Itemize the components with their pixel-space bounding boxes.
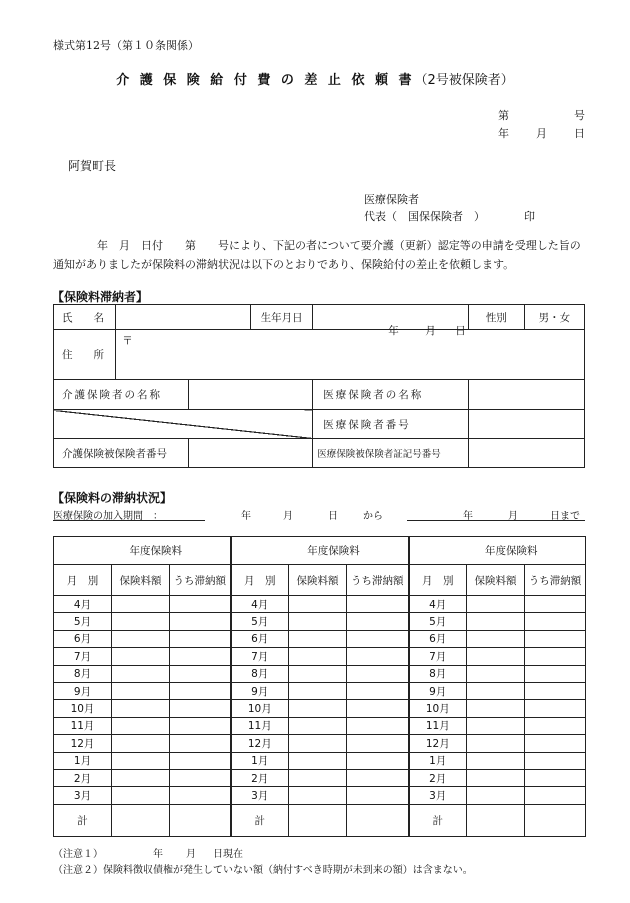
- month-cell: 11月: [231, 717, 289, 734]
- premium-amount-cell[interactable]: [289, 769, 347, 786]
- arrears-amount-cell[interactable]: [525, 752, 586, 769]
- month-cell: 10月: [409, 700, 467, 717]
- table-row: [54, 735, 586, 752]
- arrears-amount-cell[interactable]: [347, 752, 409, 769]
- premium-amount-cell[interactable]: [467, 682, 525, 699]
- arrears-amount-cell[interactable]: [525, 787, 586, 804]
- premium-amount-cell[interactable]: [467, 752, 525, 769]
- premium-amount-cell[interactable]: [467, 787, 525, 804]
- birth-month-unit: 月: [425, 325, 436, 337]
- care-insurer-name-value[interactable]: [188, 380, 312, 410]
- arrears-amount-cell[interactable]: [347, 787, 409, 804]
- arrears-amount-cell[interactable]: [347, 735, 409, 752]
- premium-amount-cell[interactable]: [289, 752, 347, 769]
- premium-amount-cell[interactable]: [467, 630, 525, 647]
- table-row: [54, 682, 586, 699]
- month-cell: 8月: [409, 665, 467, 682]
- month-cell: 11月: [409, 717, 467, 734]
- table-row: [54, 717, 586, 734]
- postal-mark: 〒: [122, 335, 133, 347]
- total-arrears-cell[interactable]: [347, 804, 409, 836]
- diagonal-blank-cell: [54, 410, 313, 439]
- arrears-amount-cell[interactable]: [525, 648, 586, 665]
- premium-amount-cell[interactable]: [112, 700, 170, 717]
- premium-amount-cell[interactable]: [467, 717, 525, 734]
- title-main: 介 護 保 険 給 付 費 の 差 止 依 頼 書: [116, 73, 415, 88]
- month-cell: 9月: [54, 682, 112, 699]
- date-year: 年: [498, 127, 509, 140]
- premium-amount-cell[interactable]: [289, 700, 347, 717]
- arrears-amount-cell[interactable]: [525, 682, 586, 699]
- arrears-amount-cell[interactable]: [347, 717, 409, 734]
- notice-text: [53, 236, 588, 274]
- arrears-amount-cell[interactable]: [347, 613, 409, 630]
- month-cell: 3月: [54, 787, 112, 804]
- doc-number-dai: 第: [498, 109, 509, 122]
- page-title: [0, 69, 630, 88]
- total-premium-cell[interactable]: [467, 804, 525, 836]
- premium-amount-cell[interactable]: [467, 648, 525, 665]
- birth-date-label: 生年月日: [251, 305, 313, 330]
- month-cell: 5月: [409, 613, 467, 630]
- month-cell: 12月: [54, 735, 112, 752]
- note1-year: 年: [153, 849, 163, 860]
- period-to-day: 日まで: [550, 511, 580, 522]
- care-insured-number-value[interactable]: [188, 439, 312, 468]
- table-row: [54, 752, 586, 769]
- premium-amount-cell[interactable]: [112, 717, 170, 734]
- note1-label: （注意１）: [53, 849, 103, 860]
- month-cell: 8月: [231, 665, 289, 682]
- form-number: 様式第12号（第１０条関係）: [53, 39, 199, 52]
- month-cell: 1月: [409, 752, 467, 769]
- arrears-amount-cell[interactable]: [347, 630, 409, 647]
- period-to-year: 年: [463, 511, 473, 522]
- premium-amount-cell[interactable]: [467, 613, 525, 630]
- table-row: [54, 648, 586, 665]
- birth-day-unit: 日: [455, 325, 466, 337]
- arrears-amount-cell[interactable]: [525, 630, 586, 647]
- note1-month: 月: [186, 849, 196, 860]
- period-from-year: 年: [241, 511, 251, 522]
- month-cell: 6月: [231, 630, 289, 647]
- section1-heading: 【保険料滞納者】: [52, 290, 149, 304]
- table-row: [54, 665, 586, 682]
- total-arrears-cell[interactable]: [170, 804, 231, 836]
- seal-mark: 印: [524, 210, 535, 223]
- month-cell: 2月: [409, 769, 467, 786]
- title-sub: （2号被保険者）: [414, 73, 514, 88]
- col-premium-header: 保険料額: [289, 565, 347, 596]
- premium-amount-cell[interactable]: [112, 613, 170, 630]
- arrears-amount-cell[interactable]: [170, 630, 231, 647]
- note2-text: （注意２）保険料徴収債権が発生していない額（納付すべき時期が未到来の額）は含まない。: [53, 865, 473, 876]
- month-cell: 9月: [231, 682, 289, 699]
- date-month: 月: [536, 127, 547, 140]
- medical-insured-card-label: 医療保険被保険者証記号番号: [313, 439, 469, 468]
- medical-insurer-name-value[interactable]: [468, 380, 584, 410]
- arrears-amount-cell[interactable]: [347, 665, 409, 682]
- table-row: [54, 787, 586, 804]
- premium-amount-cell[interactable]: [289, 613, 347, 630]
- month-cell: 5月: [231, 613, 289, 630]
- insured-person-table: [53, 304, 585, 468]
- month-cell: 11月: [54, 717, 112, 734]
- name-value[interactable]: [116, 305, 251, 330]
- total-label-cell: 計: [231, 804, 289, 836]
- year-header-2: 年度保険料: [231, 537, 409, 565]
- premium-amount-cell[interactable]: [112, 787, 170, 804]
- month-cell: 5月: [54, 613, 112, 630]
- month-cell: 6月: [409, 630, 467, 647]
- month-cell: 12月: [231, 735, 289, 752]
- care-insured-number-label: 介護保険被保険者番号: [54, 439, 189, 468]
- premium-amount-cell[interactable]: [467, 769, 525, 786]
- arrears-amount-cell[interactable]: [525, 735, 586, 752]
- sender-line2: 代表（ 国保保険者 ）: [364, 210, 485, 223]
- month-cell: 8月: [54, 665, 112, 682]
- addressee: 阿賀町長: [68, 159, 117, 173]
- care-insurer-name-label: 介護保険者の名称: [54, 380, 189, 410]
- premium-amount-cell[interactable]: [112, 648, 170, 665]
- premium-amount-cell[interactable]: [467, 596, 525, 613]
- arrears-amount-cell[interactable]: [170, 596, 231, 613]
- birth-date-value[interactable]: [313, 305, 469, 337]
- medical-insurer-number-value[interactable]: [468, 410, 584, 439]
- premium-amount-cell[interactable]: [467, 665, 525, 682]
- month-cell: 1月: [231, 752, 289, 769]
- month-cell: 1月: [54, 752, 112, 769]
- arrears-table: [53, 536, 586, 837]
- name-label: 氏 名: [54, 305, 116, 330]
- month-cell: 10月: [54, 700, 112, 717]
- medical-insured-card-value[interactable]: [468, 439, 584, 468]
- date-day: 日: [574, 127, 585, 140]
- month-cell: 7月: [231, 648, 289, 665]
- month-cell: 3月: [231, 787, 289, 804]
- arrears-amount-cell[interactable]: [525, 665, 586, 682]
- month-cell: 4月: [231, 596, 289, 613]
- period-label: 医療保険の加入期間 ：: [53, 511, 163, 522]
- period-to-underline: [407, 520, 585, 521]
- col-arrears-header: うち滞納額: [525, 565, 586, 596]
- premium-amount-cell[interactable]: [112, 769, 170, 786]
- arrears-amount-cell[interactable]: [525, 717, 586, 734]
- total-arrears-cell[interactable]: [525, 804, 586, 836]
- arrears-amount-cell[interactable]: [525, 613, 586, 630]
- doc-number-go: 号: [574, 109, 585, 122]
- birth-year-unit: 年: [388, 325, 399, 337]
- year-header-1: 年度保険料: [54, 537, 231, 565]
- premium-amount-cell[interactable]: [289, 735, 347, 752]
- col-month-header: 月 別: [231, 565, 289, 596]
- total-premium-cell[interactable]: [289, 804, 347, 836]
- month-cell: 9月: [409, 682, 467, 699]
- section2-heading: 【保険料の滞納状況】: [52, 491, 173, 505]
- month-cell: 12月: [409, 735, 467, 752]
- table-row: [54, 769, 586, 786]
- medical-insurer-name-label: 医療保険者の名称: [313, 380, 469, 410]
- sender-line1: 医療保険者: [364, 193, 419, 206]
- arrears-amount-cell[interactable]: [170, 735, 231, 752]
- premium-amount-cell[interactable]: [112, 665, 170, 682]
- col-month-header: 月 別: [54, 565, 112, 596]
- premium-amount-cell[interactable]: [467, 700, 525, 717]
- address-label: 住 所: [54, 330, 116, 380]
- arrears-amount-cell[interactable]: [170, 648, 231, 665]
- col-premium-header: 保険料額: [467, 565, 525, 596]
- arrears-amount-cell[interactable]: [525, 596, 586, 613]
- table-row: [54, 613, 586, 630]
- note1-day: 日現在: [213, 849, 243, 860]
- notice-body: 年 月 日付 第 号により、下記の者について要介護（更新）認定等の申請を受理した旨の通知がありましたが保険料の滞納状況は以下のとおりであり、保険給付の差止を依頼します。: [53, 239, 581, 271]
- month-cell: 7月: [54, 648, 112, 665]
- table-row: [54, 630, 586, 647]
- gender-value[interactable]: 男・女: [524, 305, 584, 330]
- arrears-amount-cell[interactable]: [170, 769, 231, 786]
- year-header-3: 年度保険料: [409, 537, 586, 565]
- arrears-amount-cell[interactable]: [170, 752, 231, 769]
- arrears-amount-cell[interactable]: [525, 700, 586, 717]
- total-label-cell: 計: [54, 804, 112, 836]
- month-cell: 4月: [54, 596, 112, 613]
- medical-insurer-number-label: 医療保険者番号: [313, 410, 469, 439]
- period-from-day: 日: [328, 511, 338, 522]
- arrears-amount-cell[interactable]: [170, 717, 231, 734]
- arrears-amount-cell[interactable]: [347, 596, 409, 613]
- arrears-amount-cell[interactable]: [170, 665, 231, 682]
- arrears-amount-cell[interactable]: [347, 769, 409, 786]
- period-from-month: 月: [283, 511, 293, 522]
- enrollment-period-row: [53, 507, 585, 521]
- premium-amount-cell[interactable]: [289, 648, 347, 665]
- gender-label: 性別: [468, 305, 524, 330]
- arrears-amount-cell[interactable]: [170, 613, 231, 630]
- period-to-month: 月: [508, 511, 518, 522]
- arrears-amount-cell[interactable]: [347, 682, 409, 699]
- premium-amount-cell[interactable]: [289, 665, 347, 682]
- address-value[interactable]: [116, 330, 585, 380]
- premium-amount-cell[interactable]: [289, 630, 347, 647]
- premium-amount-cell[interactable]: [467, 735, 525, 752]
- month-cell: 2月: [231, 769, 289, 786]
- month-cell: 10月: [231, 700, 289, 717]
- arrears-amount-cell[interactable]: [347, 700, 409, 717]
- arrears-amount-cell[interactable]: [170, 700, 231, 717]
- month-cell: 2月: [54, 769, 112, 786]
- premium-amount-cell[interactable]: [112, 752, 170, 769]
- premium-amount-cell[interactable]: [112, 735, 170, 752]
- col-month-header: 月 別: [409, 565, 467, 596]
- arrears-amount-cell[interactable]: [347, 648, 409, 665]
- premium-amount-cell[interactable]: [112, 682, 170, 699]
- premium-amount-cell[interactable]: [112, 596, 170, 613]
- month-cell: 4月: [409, 596, 467, 613]
- col-arrears-header: うち滞納額: [170, 565, 231, 596]
- period-label-underline: [53, 520, 205, 521]
- period-from-suffix: から: [363, 511, 383, 522]
- premium-amount-cell[interactable]: [289, 596, 347, 613]
- arrears-amount-cell[interactable]: [170, 682, 231, 699]
- col-arrears-header: うち滞納額: [347, 565, 409, 596]
- premium-amount-cell[interactable]: [289, 682, 347, 699]
- premium-amount-cell[interactable]: [289, 717, 347, 734]
- arrears-amount-cell[interactable]: [525, 769, 586, 786]
- arrears-amount-cell[interactable]: [170, 787, 231, 804]
- premium-amount-cell[interactable]: [289, 787, 347, 804]
- month-cell: 7月: [409, 648, 467, 665]
- month-cell: 3月: [409, 787, 467, 804]
- table-row: [54, 596, 586, 613]
- month-cell: 6月: [54, 630, 112, 647]
- total-premium-cell[interactable]: [112, 804, 170, 836]
- premium-amount-cell[interactable]: [112, 630, 170, 647]
- table-row: [54, 700, 586, 717]
- col-premium-header: 保険料額: [112, 565, 170, 596]
- total-label-cell: 計: [409, 804, 467, 836]
